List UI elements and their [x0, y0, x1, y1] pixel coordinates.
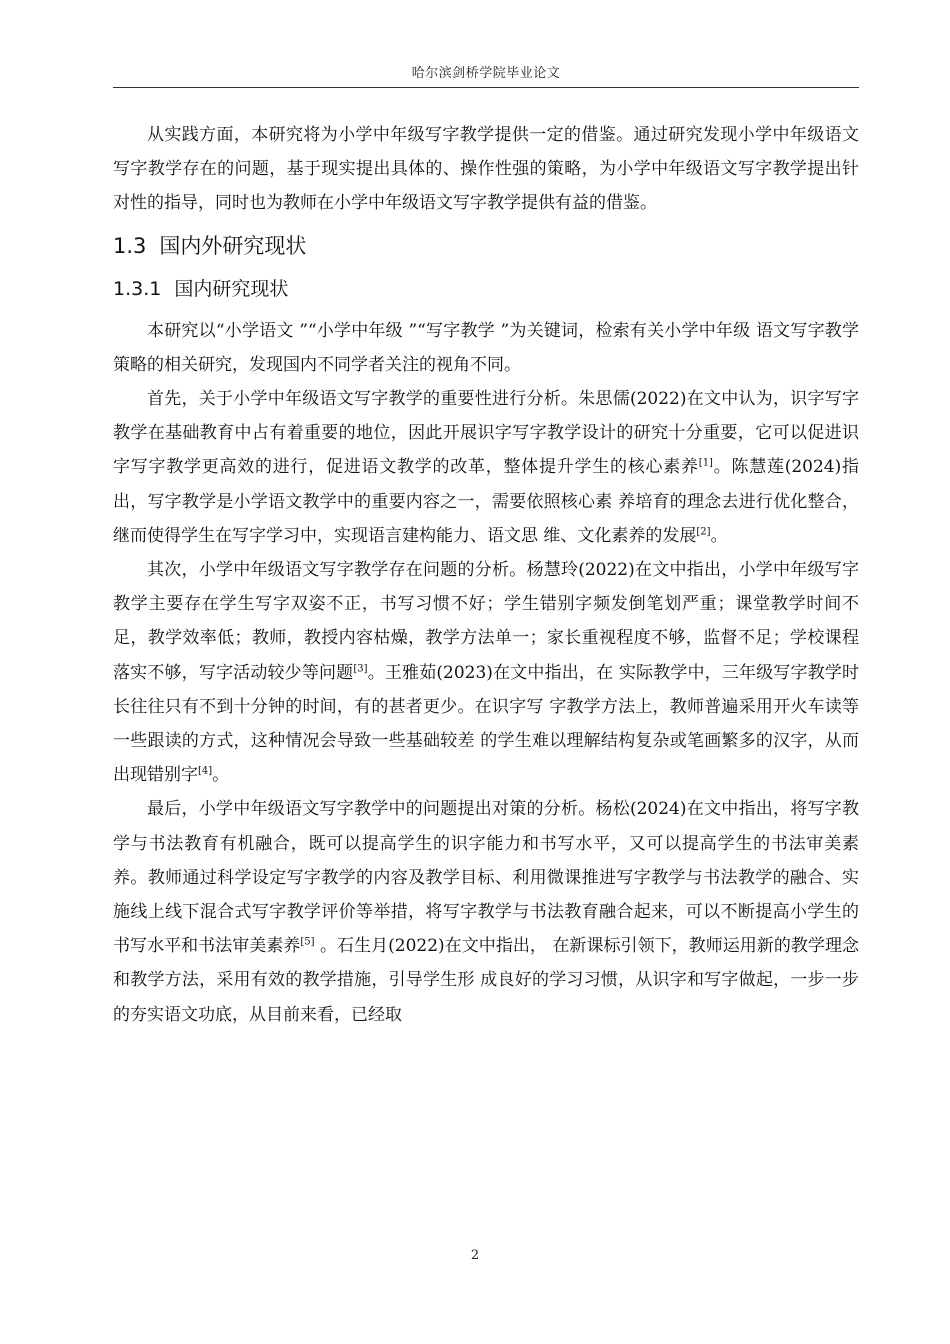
- text-run: 。石生月(2022)在文中指出， 在新课标引领下，教师运用新的教学理念和教学方法，采用有效的教学措施，引导学生形 成良好的学习习惯，从识字和写字做起，一步一步的夯实语文功底，从目前来看，已经取: [113, 936, 859, 1025]
- running-header: 哈尔滨剑桥学院毕业论文: [411, 66, 561, 81]
- section-heading-1-3: [113, 231, 859, 267]
- citation-1: [1]: [698, 457, 713, 469]
- citation-3: [3]: [353, 662, 368, 674]
- paragraph-practice: 从实践方面，本研究将为小学中年级写字教学提供一定的借鉴。通过研究发现小学中年级语文写字教学存在的问题，基于现实提出具体的、操作性强的策略，为小学中年级语文写字教学提出针对性的指导，同时也为教师在小学中年级语文写字教学提供有益的借鉴。: [113, 125, 859, 214]
- paragraph-strategies: [113, 792, 859, 1031]
- page-body: [113, 118, 859, 1032]
- text-run: 。: [710, 525, 728, 546]
- paragraph-keywords: 本研究以“小学语文 ”“小学中年级 ”“写字教学 ”为关键词，检索有关小学中年级 语文写字教学策略的相关研究，发现国内不同学者关注的视角不同。: [113, 320, 859, 375]
- citation-4: [4]: [198, 765, 213, 777]
- section-title: 国内外研究现状: [159, 233, 307, 258]
- paragraph-importance: [113, 382, 859, 553]
- citation-2: [2]: [696, 526, 711, 538]
- page-number: 2: [470, 1248, 480, 1263]
- text-run: 。王雅茹(2023)在文中指出，在 实际教学中，三年级写字教学时长往往只有不到十分钟的时间，有的甚者更少。在识字写 字教学方法上，教师普遍采用开火车读等一些跟读的方式，这种情况会导致一些基础较差 的学生难以理解结构复杂或笔画繁多的汉字，从而出现错别字: [113, 662, 859, 786]
- section-number: 1.3: [113, 233, 147, 258]
- paragraph-problems: [113, 553, 859, 792]
- text-run: 首先，关于小学中年级语文写字教学的重要性进行分析。朱思儒(2022)在文中认为，识字写字教学在基础教育中占有着重要的地位，因此开展识字写字教学设计的研究十分重要，它可以促进识字写字教学更高效的进行，促进语文教学的改革，整体提升学生的核心素养: [113, 389, 859, 478]
- subsection-heading-1-3-1: [113, 274, 859, 308]
- text-run: 。陈慧莲(2024)指出，写字教学是小学语文教学中的重要内容之一，需要依照核心素 养培育的理念去进行优化整合，继而使得学生在写字学习中，实现语言建构能力、语文思 维、文化素养的发展: [113, 457, 860, 546]
- subsection-title: 国内研究现状: [174, 277, 289, 300]
- text-run: 其次，小学中年级语文写字教学存在问题的分析。杨慧玲(2022)在文中指出，小学中年级写字教学主要存在学生写字双姿不正，书写习惯不好；学生错别字频发倒笔划严重；课堂教学时间不足，教学效率低；教师，教授内容枯燥，教学方法单一；家长重视程度不够，监督不足；学校课程落实不够，写字活动较少等问题: [113, 560, 859, 683]
- header-rule: [113, 87, 859, 88]
- text-run: 。: [212, 765, 230, 786]
- text-run: 最后，小学中年级语文写字教学中的问题提出对策的分析。杨松(2024)在文中指出，将写字教学与书法教育有机融合，既可以提高学生的识字能力和书写水平，又可以提高学生的书法审美素养。教师通过科学设定写字教学的内容及教学目标、利用微课推进写字教学与书法教学的融合、实施线上线下混合式写字教学评价等举措，将写字教学与书法教育融合起来，可以不断提高小学生的书写水平和书法审美素养: [113, 799, 859, 957]
- subsection-number: 1.3.1: [113, 277, 162, 300]
- citation-5: [5]: [300, 936, 315, 948]
